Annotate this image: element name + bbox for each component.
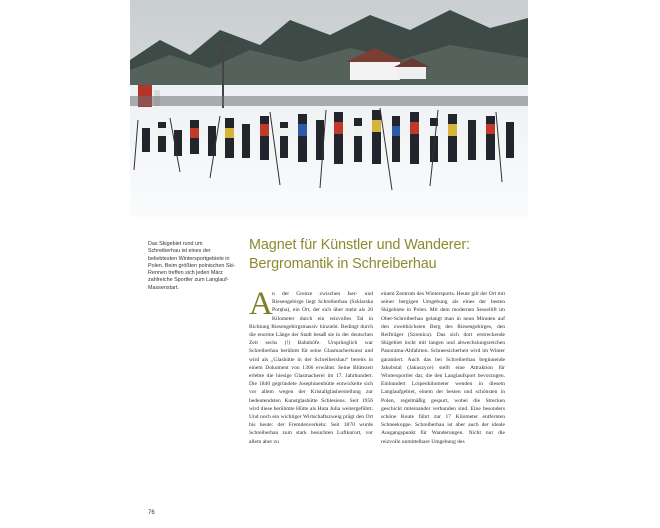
drop-cap: A — [249, 286, 273, 322]
title-line-1: Magnet für Künstler und Wanderer: — [249, 237, 470, 253]
photo-caption: Das Skigebiet rund um Schreiberhau ist eines der beliebtesten Wintersportgebiete in Polen. Beim größten polnischen Ski-Rennen treffen sich jeden März zahlreiche Sportler zum Langlauf-Massenstart. — [148, 241, 236, 291]
article-title — [249, 236, 521, 274]
title-line-2: Bergromantik in Schreiberhau — [249, 256, 437, 272]
body-column-1 — [249, 286, 373, 446]
page-number: 76 — [148, 510, 155, 516]
ski-race-photo — [130, 0, 528, 217]
body-column-2: einem Zentrum des Wintersports. Heute gilt der Ort mit seiner bergigen Umgebung als eines der besten Skigebiete in Polen. Mit dem modernen Sessellift im Ober-Schreiberhau gelangt man in neun Minuten auf den zweithöchsten Berg des Riesengebirges, den Reifträger (Szrenica). Das sich dort erstreckende Skigebiet lockt mit langen und abwechslungsreichen Panorama-Abfahrten. Schneesicherheit wird im Winter garantiert. Auch das bei Schreiberhau beginnende Jakobstal (Jakuszyce) stellt eine Attraktion für Wintersportler dar, die den Langlaufsport bevorzugen. Einhundert Loipenkilometer wenden in diesem Langlaufgebiet, einem der besten und schönsten in Polen, regelmäßig gespurt, wobei die Strecken geschickt miteinander verbunden sind. Eine besonders schöne Route führt zur 17 Kilometer entfernten Schneekoppe. Schreiberhau ist aber auch der ideale Ausgangspunkt für Wanderungen. Nicht nur die reizvolle unmittelbare Umgebung des — [381, 291, 505, 445]
body-column-1-text: n der Grenze zwischen Iser- und Riesengebirge liegt Schreiberhau (Szklarska Poręba), ein Ort, der sich über mehr als 20 Kilometer durch ein reizvolles Tal in Richtung Riesengebirgsmassiv hinzieht. Bedingt durch die enorme Länge der Stadt besaß sie in der deutschen Zeit sechs (!) Bahnhöfe. Ursprünglich war Schreiberhau berühmt für seine Glasmacherkunst und wird als „Glashütte in der Schreibershau“ bereits in einem Dokument von 1366 erwähnt. Seine Blütezeit erlebte die hiesige Glasmacherei im 17. Jahrhundert. Die 1840 gegründete Josephinenhütte entwickelte sich vor allem wegen der Kristallglasherstellung zur bedeutendsten Kunstglashütte Schlesiens. Seit 1956 wird diese berühmte Hütte als Huta Julia weitergeführt. Und noch ein wichtiger Wirtschaftszweig prägt den Ort bis heute: der Fremdenverkehr. Seit 1870 wurde Schreiberhau zum stark besuchten Luftkurort, vor allem aber zu — [249, 291, 373, 445]
ski-race-illustration — [130, 0, 528, 217]
